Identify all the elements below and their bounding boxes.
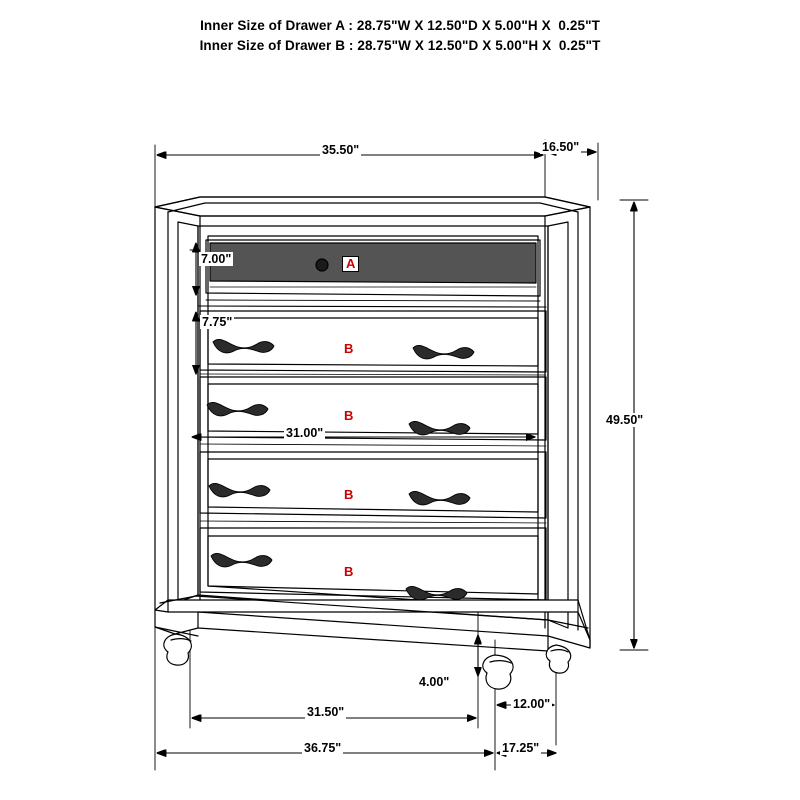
dimension-drawer-a-height: 7.00" — [201, 252, 232, 266]
callout-drawer-b-1: B — [344, 341, 354, 356]
dimension-base-side-depth: 12.00" — [513, 697, 551, 711]
callout-drawer-b-3: B — [344, 487, 354, 502]
dimension-top-depth: 16.50" — [542, 140, 580, 154]
dimension-drawer-front-width: 31.00" — [286, 426, 324, 440]
dimension-drawer-b-height: 7.75" — [202, 315, 233, 329]
dimension-top-width: 35.50" — [322, 143, 360, 157]
dimension-overall-height: 49.50" — [606, 413, 644, 427]
dimension-overall-width: 36.75" — [304, 741, 342, 755]
dimension-overall-depth: 17.25" — [502, 741, 540, 755]
callout-drawer-b-4: B — [344, 564, 354, 579]
callout-drawer-b-2: B — [344, 408, 354, 423]
drawer-a-inner-size-text: Inner Size of Drawer A : 28.75"W X 12.50"D X 5.00"H X 0.25"T — [200, 18, 600, 33]
dimension-base-front-width: 31.50" — [307, 705, 345, 719]
callout-drawer-a: A — [342, 256, 359, 272]
drawer-b-inner-size-text: Inner Size of Drawer B : 28.75"W X 12.50"D X 5.00"H X 0.25"T — [199, 38, 601, 53]
dimension-base-height: 4.00" — [419, 675, 450, 689]
